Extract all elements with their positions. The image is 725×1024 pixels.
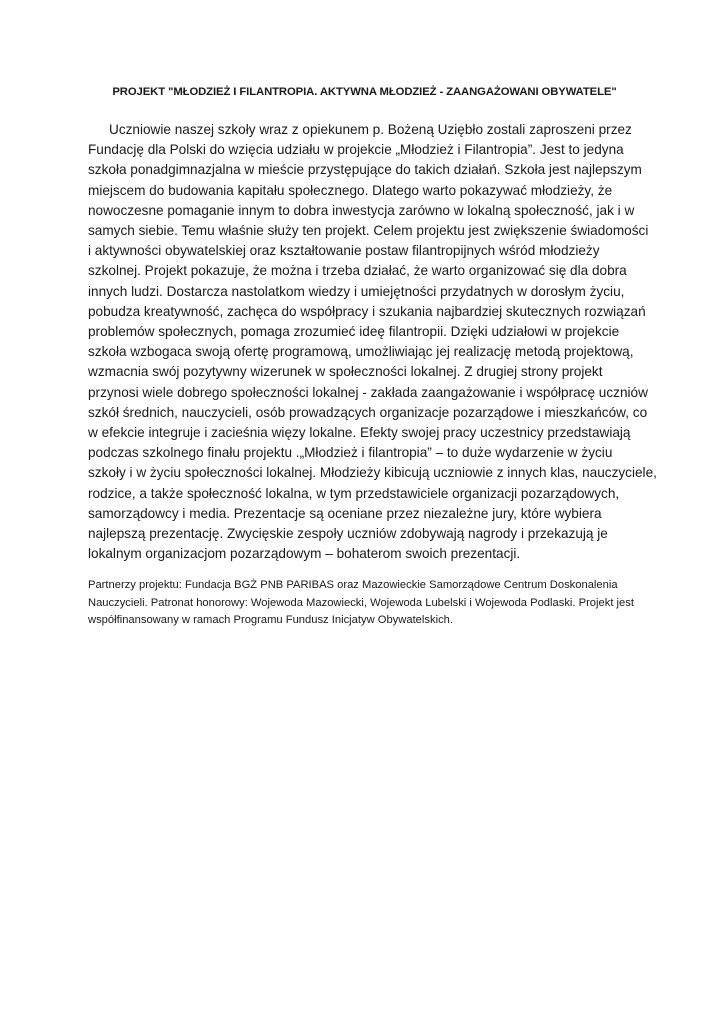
body-line: innych ludzi. Dostarcza nastolatkom wiedzy i umiejętności przydatnych w dorosłym życiu,	[88, 283, 625, 299]
body-line: i aktywności obywatelskiej oraz kształtowanie postaw filantropijnych wśród młodzieży	[88, 243, 600, 259]
body-line: samych siebie. Temu właśnie służy ten projekt. Celem projektu jest zwiększenie świadomości	[88, 223, 649, 239]
body-line: wzmacnia swój pozytywny wizerunek w społeczności lokalnej. Z drugiej strony projekt	[88, 364, 603, 380]
partners-line: Nauczycieli. Patronat honorowy: Wojewoda Mazowiecki, Wojewoda Lubelski i Wojewoda Podlaski. Projekt jest	[88, 596, 634, 609]
body-line: pobudza kreatywność, zachęca do współpracy i szukania najbardziej skutecznych rozwiązań	[88, 303, 646, 319]
body-line: nowoczesne pomaganie innym to dobra inwestycja zarówno w lokalną społeczność, jak i w	[88, 202, 635, 218]
partners-line: współfinansowany w ramach Programu Fundusz Inicjatyw Obywatelskich.	[88, 614, 453, 626]
body-line: lokalnym organizacjom pozarządowym – bohaterom swoich prezentacji.	[88, 546, 521, 562]
body-line: szkół średnich, nauczycieli, osób prowadzących organizacje pozarządowe i mieszkańców, co	[88, 404, 648, 420]
body-line: Uczniowie naszej szkoły wraz z opiekunem p. Bożeną Uziębło zostali zaproszeni przez	[109, 122, 632, 137]
body-line: szkolnej. Projekt pokazuje, że można i trzeba działać, że warto organizować się dla dobra	[88, 263, 627, 279]
body-line: szkoły i w życiu społeczności lokalnej. Młodzieży kibicują uczniowie z innych klas, nauczyciele,	[88, 465, 657, 481]
body-line: problemów społecznych, pomaga zrozumieć ideę filantropii. Dzięki udziałowi w projekcie	[88, 324, 620, 340]
body-line: rodzice, a także społeczność lokalna, w tym przedstawiciele organizacji pozarządowych,	[88, 485, 620, 501]
document-title: PROJEKT "MŁODZIEŻ I FILANTROPIA. AKTYWNA MŁODZIEŻ - ZAANGAŻOWANI OBYWATELE"	[112, 86, 617, 98]
partners-note	[88, 577, 648, 630]
body-line: szkoła ponadgimnazjalna w mieście przystępujące do takich działań. Szkoła jest najlepszym	[88, 162, 642, 178]
partners-line: Partnerzy projektu: Fundacja BGŻ PNB PARIBAS oraz Mazowieckie Samorządowe Centrum Doskonalenia	[88, 579, 618, 591]
body-line: szkoła wzbogaca swoją ofertę programową, umożliwiając jej realizację metodą projektową,	[88, 344, 634, 360]
body-line: Fundację dla Polski do wzięcia udziału w projekcie „Młodzież i Filantropia”. Jest to jedyna	[88, 142, 624, 158]
body-paragraph	[88, 120, 657, 564]
body-line: przynosi wiele dobrego społeczności lokalnej - zakłada zaangażowanie i współpracę uczniów	[88, 384, 648, 400]
body-line: samorządowcy i media. Prezentacje są oceniane przez niezależne jury, które wybiera	[88, 505, 602, 521]
body-line: najlepszą prezentację. Zwycięskie zespoły uczniów zdobywają nagrody i przekazują je	[88, 526, 608, 542]
body-line: miejscem do budowania kapitału społecznego. Dlatego warto pokazywać młodzieży, że	[88, 182, 613, 198]
body-line: w efekcie integruje i zacieśnia więzy lokalne. Efekty swojej pracy uczestnicy przedstawiają	[88, 425, 631, 441]
body-line: podczas szkolnego finału projektu .„Młodzież i filantropia” – to duże wydarzenie w życiu	[88, 445, 613, 461]
